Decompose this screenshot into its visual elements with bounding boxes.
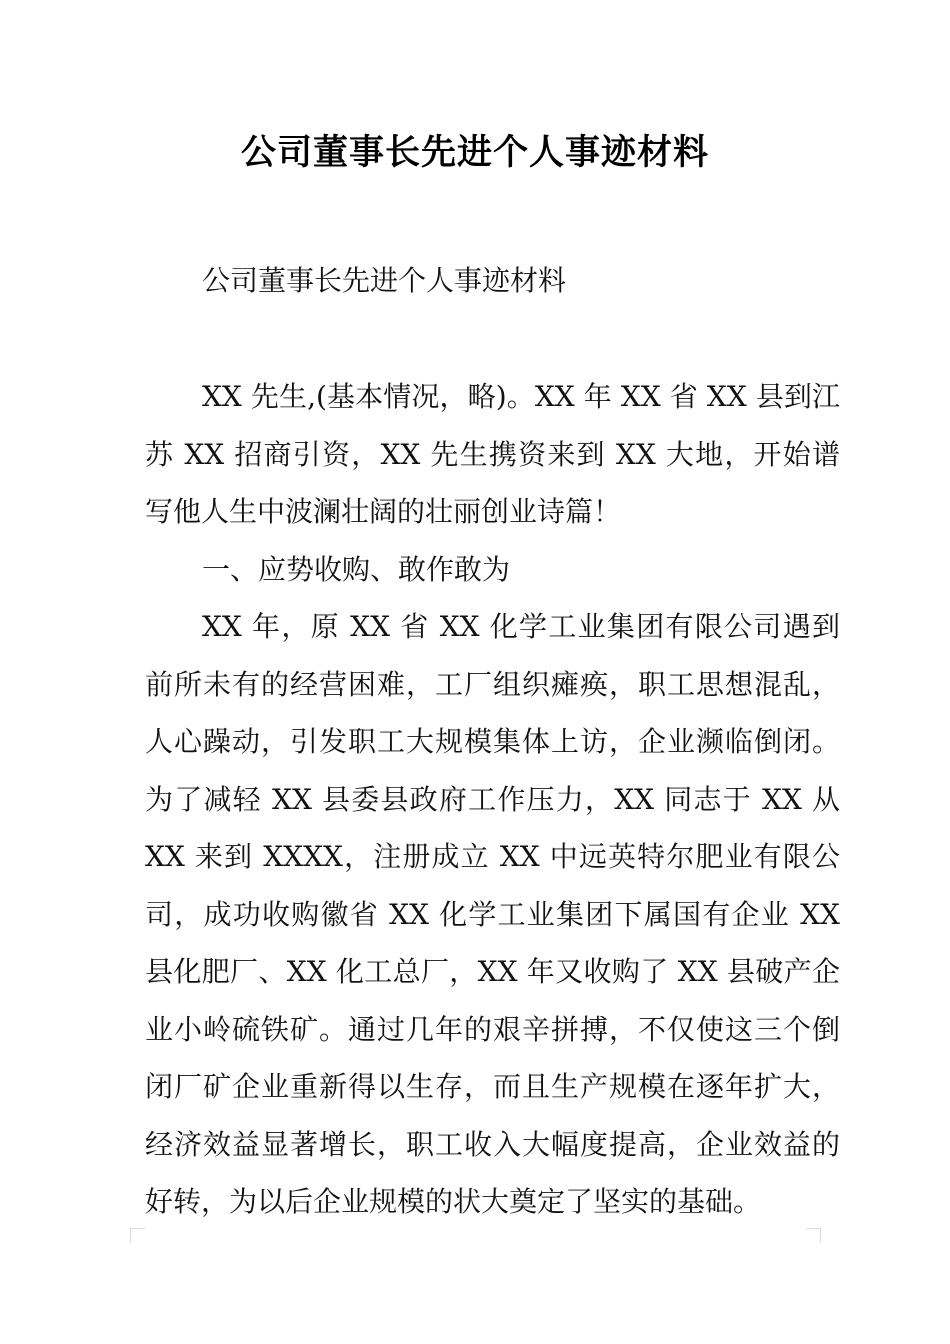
document-body xyxy=(145,368,840,1231)
page-corner-mark-right xyxy=(806,1228,821,1243)
paragraph-section-one: XX 年，原 XX 省 XX 化学工业集团有限公司遇到前所未有的经营困难，工厂组织瘫痪，职工思想混乱，人心躁动，引发职工大规模集体上访，企业濒临倒闭。为了减轻 XX 县委县政府工作压力，XX 同志于 XX 从 XX 来到 XXXX，注册成立 XX 中远英特尔肥业有限公司，成功收购徽省 XX 化学工业集团下属国有企业 XX 县化肥厂、XX 化工总厂，XX 年又收购了 XX 县破产企业小岭硫铁矿。通过几年的艰辛拼搏，不仅使这三个倒闭厂矿企业重新得以生存，而且生产规模在逐年扩大，经济效益显著增长，职工收入大幅度提高，企业效益的好转，为以后企业规模的状大奠定了坚实的基础。 xyxy=(145,610,840,1218)
document-title: 公司董事长先进个人事迹材料 xyxy=(240,133,709,173)
section-heading: 一、应势收购、敢作敢为 xyxy=(202,552,511,586)
page-corner-mark-left xyxy=(130,1228,145,1243)
document-subtitle: 公司董事长先进个人事迹材料 xyxy=(202,264,567,297)
paragraph-intro: XX 先生,(基本情况，略)。XX 年 XX 省 XX 县到江苏 XX 招商引资，XX 先生携资来到 XX 大地，开始谱写他人生中波澜壮阔的壮丽创业诗篇！ xyxy=(145,380,840,528)
